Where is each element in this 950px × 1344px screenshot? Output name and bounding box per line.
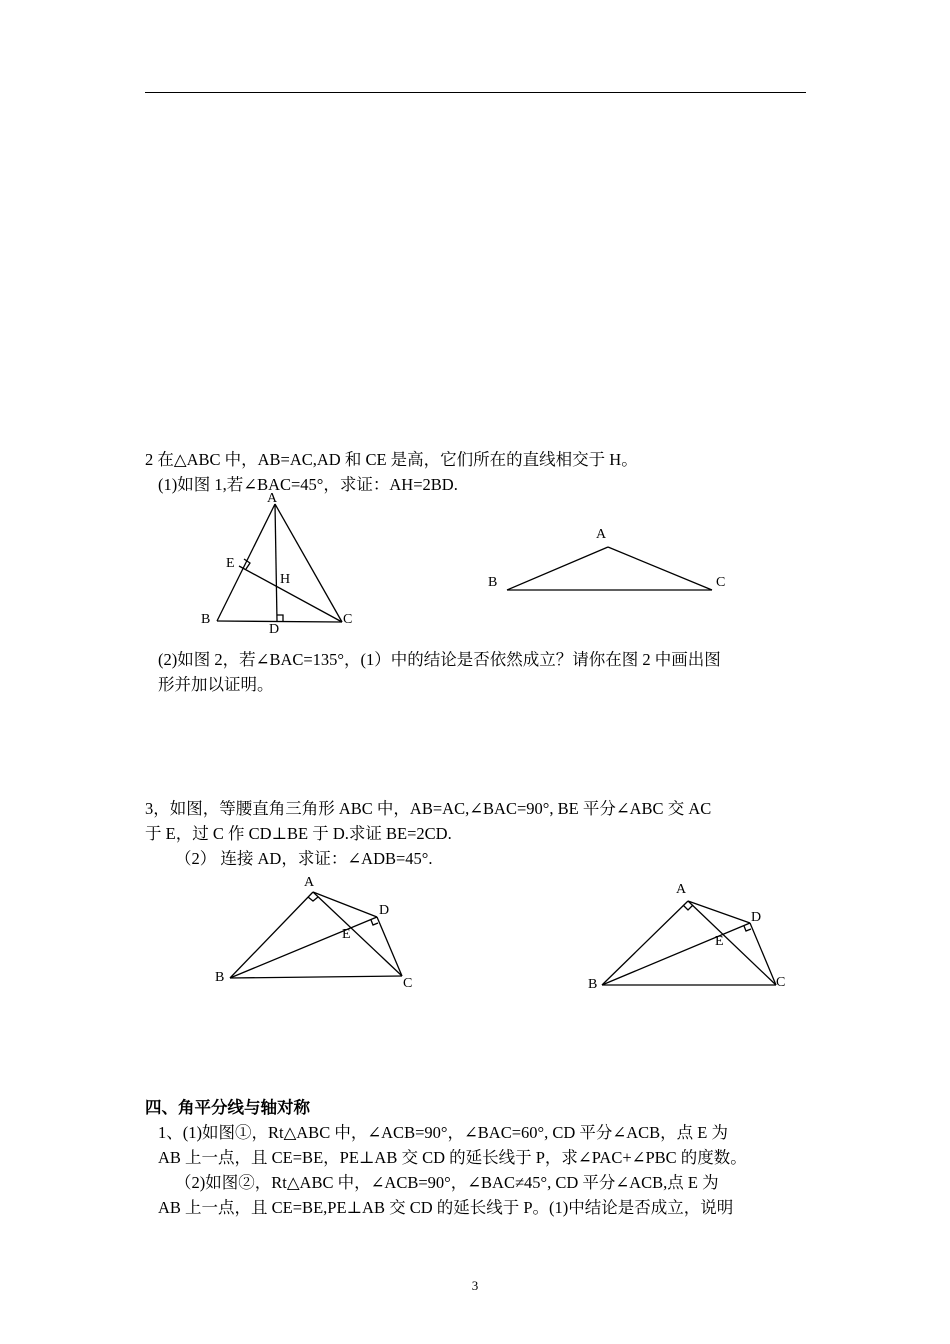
altitude-ad (275, 504, 277, 621)
q2-figure-2 (480, 520, 740, 600)
label-b: B (201, 612, 211, 627)
right-angle-d (371, 920, 378, 925)
q2-figure-1 (195, 490, 375, 635)
label-d: D (751, 910, 762, 925)
section-4-line1: 1、(1)如图①，Rt△ABC 中，∠ACB=90°，∠BAC=60°, CD 平分∠ACB，点 E 为 (158, 1123, 729, 1142)
side-ab (602, 901, 688, 985)
label-c: C (343, 612, 353, 627)
right-angle-a (308, 897, 318, 901)
section-4-line4: AB 上一点，且 CE=BE,PE⊥AB 交 CD 的延长线于 P。(1)中结论是否成立，说明 (158, 1198, 734, 1217)
segment-ad (313, 892, 377, 917)
segment-ad (688, 901, 750, 923)
section-4-line2: AB 上一点，且 CE=BE，PE⊥AB 交 CD 的延长线于 P，求∠PAC+∠PBC 的度数。 (158, 1148, 747, 1167)
q3-line3: （2） 连接 AD，求证：∠ADB=45°. (175, 849, 433, 868)
label-b: B (588, 977, 598, 992)
label-d: D (269, 622, 280, 637)
right-angle-d (744, 926, 751, 931)
label-d: D (379, 903, 390, 918)
side-ab (507, 547, 608, 590)
label-b: B (488, 575, 498, 590)
segment-cd (750, 923, 776, 985)
q3-line2: 于 E，过 C 作 CD⊥BE 于 D.求证 BE=2CD. (145, 824, 452, 843)
q2-part1: (1)如图 1,若∠BAC=45°，求证：AH=2BD. (158, 475, 458, 494)
q2-stem: 2 在△ABC 中，AB=AC,AD 和 CE 是高，它们所在的直线相交于 H。 (145, 450, 638, 469)
q3-figure-2 (580, 876, 800, 996)
page-number: 3 (471, 1278, 479, 1293)
label-e: E (715, 934, 724, 949)
right-angle-d (277, 615, 283, 621)
q2-part2-line1: (2)如图 2，若∠BAC=135°，(1）中的结论是否依然成立？请你在图 2 中画出图 (158, 650, 721, 669)
label-h: H (280, 572, 291, 587)
segment-cd (377, 917, 402, 976)
label-a: A (596, 527, 607, 542)
side-ac (608, 547, 712, 590)
side-bc (230, 976, 402, 978)
label-c: C (403, 976, 413, 991)
label-e: E (342, 927, 351, 942)
side-bc (217, 621, 342, 622)
label-c: C (716, 575, 726, 590)
segment-bd (602, 923, 750, 985)
side-ab (230, 892, 313, 978)
label-e: E (226, 556, 235, 571)
q2-part2-line2: 形并加以证明。 (158, 675, 274, 694)
label-a: A (676, 882, 687, 897)
q3-figure-1 (205, 870, 430, 995)
label-c: C (776, 975, 786, 990)
segment-bd (230, 917, 377, 978)
section-4-heading: 四、角平分线与轴对称 (145, 1098, 310, 1117)
section-4-line3: （2)如图②，Rt△ABC 中，∠ACB=90°，∠BAC≠45°, CD 平分∠ACB,点 E 为 (175, 1173, 719, 1192)
label-a: A (304, 875, 315, 890)
label-a: A (267, 491, 278, 506)
right-angle-a (683, 905, 693, 910)
label-b: B (215, 970, 225, 985)
q3-line1: 3，如图，等腰直角三角形 ABC 中，AB=AC,∠BAC=90°, BE 平分∠ABC 交 AC (145, 799, 712, 818)
header-rule (145, 92, 806, 93)
